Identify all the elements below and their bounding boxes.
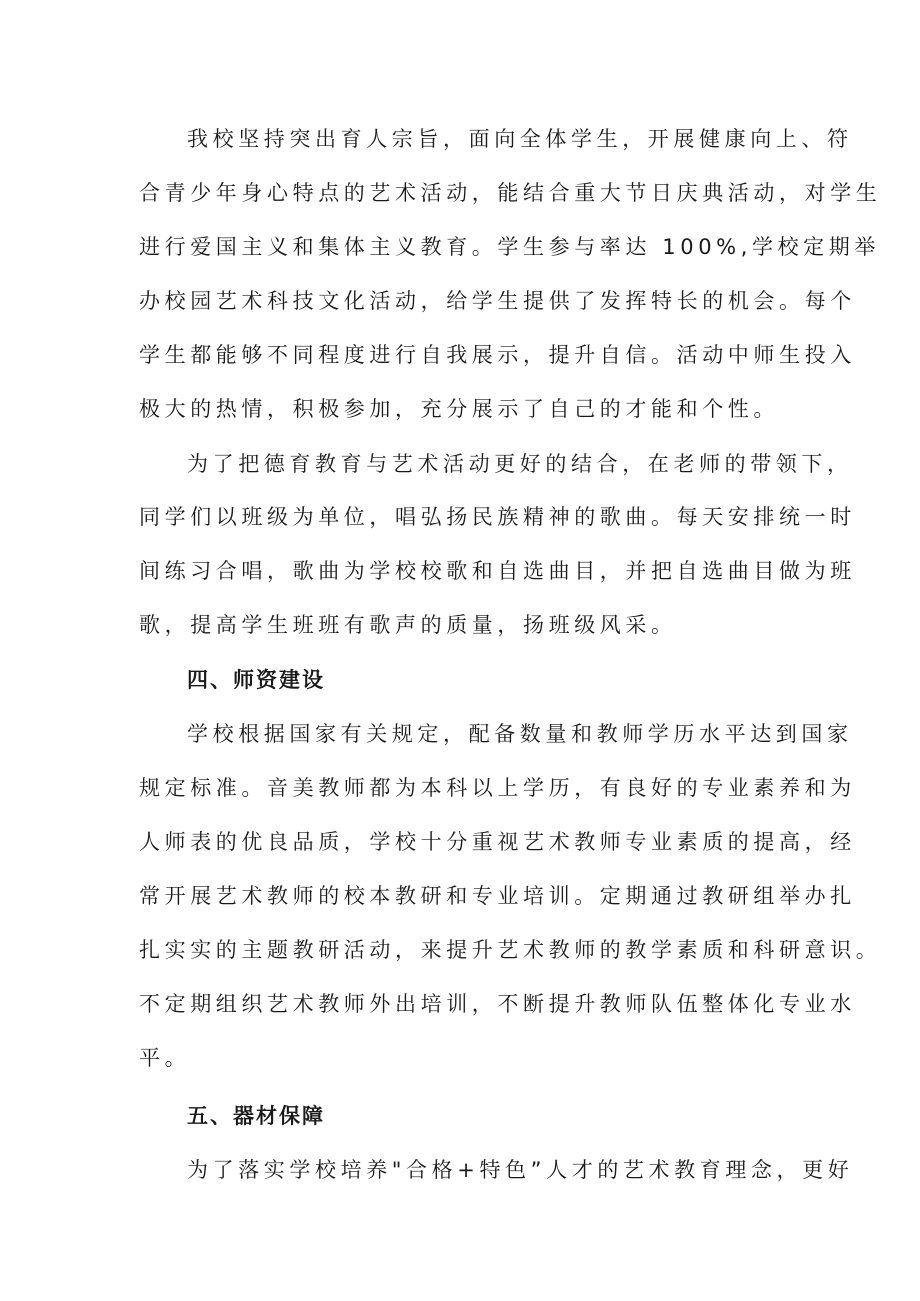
paragraph-1-line-5: 学生都能够不同程度进行自我展示，提升自信。活动中师生投入 bbox=[139, 343, 856, 367]
paragraph-3-line-4: 常开展艺术教师的校本教研和专业培训。定期通过教研组举办扎 bbox=[139, 884, 856, 908]
section-heading-equipment: 五、器材保障 bbox=[187, 1104, 325, 1128]
paragraph-3-line-5: 扎实实的主题教研活动，来提升艺术教师的教学素质和科研意识。 bbox=[139, 938, 882, 962]
paragraph-4-line-1: 为了落实学校培养"合格+特色”人才的艺术教育理念，更好 bbox=[187, 1158, 854, 1182]
paragraph-1-line-3: 进行爱国主义和集体主义教育。学生参与率达 100%,学校定期举 bbox=[139, 235, 880, 259]
paragraph-1-line-6: 极大的热情，积极参加，充分展示了自己的才能和个性。 bbox=[139, 397, 779, 421]
paragraph-3-line-6: 不定期组织艺术教师外出培训，不断提升教师队伍整体化专业水 bbox=[139, 992, 856, 1016]
paragraph-3-line-7: 平。 bbox=[139, 1046, 191, 1070]
paragraph-1-line-1: 我校坚持突出育人宗旨，面向全体学生，开展健康向上、符 bbox=[187, 127, 853, 151]
section-heading-teachers: 四、师资建设 bbox=[187, 668, 325, 692]
paragraph-1-line-4: 办校园艺术科技文化活动，给学生提供了发挥特长的机会。每个 bbox=[139, 289, 856, 313]
paragraph-3-line-3: 人师表的优良品质，学校十分重视艺术教师专业素质的提高，经 bbox=[139, 830, 856, 854]
paragraph-2-line-1: 为了把德育教育与艺术活动更好的结合，在老师的带领下， bbox=[187, 452, 853, 476]
paragraph-3-line-2: 规定标准。音美教师都为本科以上学历，有良好的专业素养和为 bbox=[139, 776, 856, 800]
paragraph-2-line-4: 歌，提高学生班班有歌声的质量，扬班级风采。 bbox=[139, 613, 677, 637]
paragraph-3-line-1: 学校根据国家有关规定，配备数量和教师学历水平达到国家 bbox=[187, 722, 853, 746]
paragraph-1-line-2: 合青少年身心特点的艺术活动，能结合重大节日庆典活动，对学生 bbox=[139, 181, 882, 205]
paragraph-2-line-3: 间练习合唱，歌曲为学校校歌和自选曲目，并把自选曲目做为班 bbox=[139, 559, 856, 583]
paragraph-2-line-2: 同学们以班级为单位，唱弘扬民族精神的歌曲。每天安排统一时 bbox=[139, 505, 856, 529]
